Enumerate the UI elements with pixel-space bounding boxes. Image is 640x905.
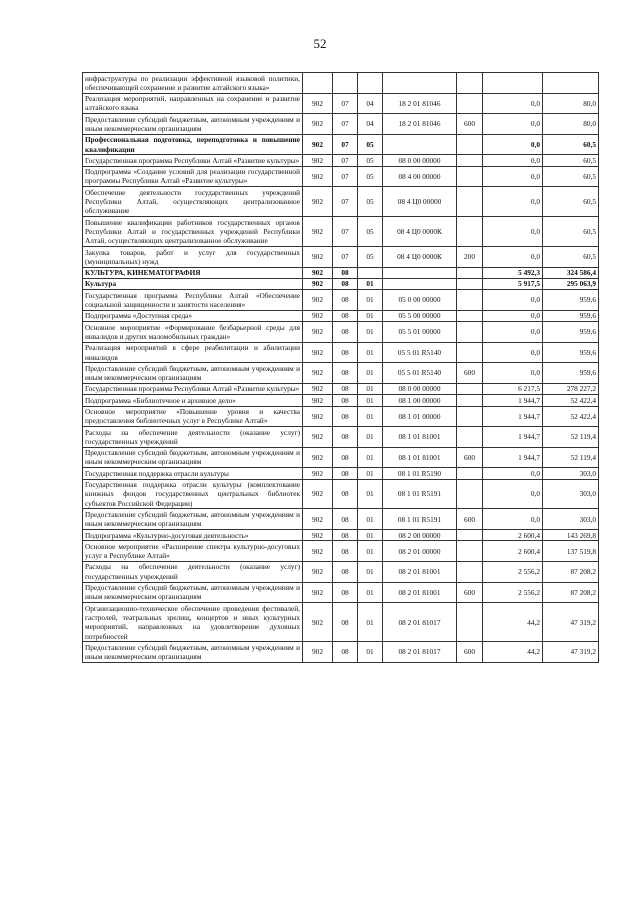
subsection-code-cell: 05	[358, 217, 383, 247]
subsection-code-cell: 01	[358, 541, 383, 562]
section-code-cell: 08	[333, 267, 358, 278]
amount-total-cell: 278 227,2	[543, 383, 599, 394]
subsection-code-cell: 01	[358, 447, 383, 468]
target-article-code-cell	[383, 73, 457, 94]
section-code-cell: 08	[333, 541, 358, 562]
amount-total-cell: 60,5	[543, 155, 599, 166]
amount-change-cell: 2 556,2	[483, 582, 543, 603]
item-name-cell: Основное мероприятие «Расширение спектра культурно-досуговых услуг в Республике Алтай»	[83, 541, 303, 562]
subsection-code-cell: 01	[358, 468, 383, 479]
amount-change-cell: 0,0	[483, 155, 543, 166]
section-code-cell: 08	[333, 447, 358, 468]
amount-change-cell: 6 217,5	[483, 383, 543, 394]
item-name-cell: Организационно-техническое обеспечение проведения фестивалей, гастролей, театральных зрелищ, концертов и иных культурных мероприятий, направленных на удовлетворение духовных потребностей	[83, 603, 303, 642]
section-code-cell: 08	[333, 363, 358, 384]
expense-type-code-cell	[457, 561, 483, 582]
subsection-code-cell: 01	[358, 310, 383, 321]
table-row	[83, 73, 599, 94]
amount-change-cell: 5 492,3	[483, 267, 543, 278]
section-code-cell: 07	[333, 247, 358, 268]
expense-type-code-cell	[457, 290, 483, 311]
item-name-cell: Подпрограмма «Библиотечное и архивное дело»	[83, 395, 303, 406]
section-code-cell: 07	[333, 134, 358, 155]
table-row	[83, 530, 599, 541]
amount-total-cell	[543, 73, 599, 94]
item-name-cell: Предоставление субсидий бюджетным, автономным учреждениям и иным некоммерческим организациям	[83, 447, 303, 468]
amount-total-cell: 60,5	[543, 247, 599, 268]
amount-total-cell: 303,0	[543, 509, 599, 530]
table-row	[83, 322, 599, 343]
table-row	[83, 155, 599, 166]
subsection-code-cell: 01	[358, 603, 383, 642]
budget-table	[82, 72, 599, 663]
subsection-code-cell: 01	[358, 322, 383, 343]
ministry-code-cell: 902	[303, 642, 333, 663]
item-name-cell: Предоставление субсидий бюджетным, автономным учреждениям и иным некоммерческим организациям	[83, 363, 303, 384]
page-number: 52	[313, 36, 327, 51]
expense-type-code-cell	[457, 322, 483, 343]
target-article-code-cell: 08 4 00 00000	[383, 166, 457, 187]
expense-type-code-cell	[457, 267, 483, 278]
subsection-code-cell: 01	[358, 427, 383, 448]
table-row	[83, 582, 599, 603]
item-name-cell: Предоставление субсидий бюджетным, автономным учреждениям и иным некоммерческим организациям	[83, 582, 303, 603]
section-code-cell: 07	[333, 217, 358, 247]
section-code-cell: 08	[333, 383, 358, 394]
target-article-code-cell: 18 2 01 81046	[383, 114, 457, 135]
table-row	[83, 383, 599, 394]
ministry-code-cell: 902	[303, 530, 333, 541]
amount-change-cell: 0,0	[483, 290, 543, 311]
amount-total-cell: 143 269,8	[543, 530, 599, 541]
ministry-code-cell: 902	[303, 247, 333, 268]
amount-change-cell: 1 944,7	[483, 406, 543, 427]
target-article-code-cell: 08 2 01 81001	[383, 561, 457, 582]
amount-change-cell: 1 944,7	[483, 427, 543, 448]
section-code-cell: 08	[333, 322, 358, 343]
target-article-code-cell: 08 1 01 R5191	[383, 509, 457, 530]
item-name-cell: Предоставление субсидий бюджетным, автономным учреждениям и иным некоммерческим организациям	[83, 642, 303, 663]
target-article-code-cell: 08 2 00 00000	[383, 530, 457, 541]
amount-total-cell: 60,5	[543, 134, 599, 155]
ministry-code-cell: 902	[303, 383, 333, 394]
amount-total-cell: 60,5	[543, 187, 599, 217]
table-row	[83, 468, 599, 479]
item-name-cell: Закупка товаров, работ и услуг для государственных (муниципальных) нужд	[83, 247, 303, 268]
amount-change-cell: 2 600,4	[483, 541, 543, 562]
subsection-code-cell: 01	[358, 530, 383, 541]
subsection-code-cell: 04	[358, 114, 383, 135]
amount-total-cell: 47 319,2	[543, 603, 599, 642]
table-row	[83, 342, 599, 363]
table-row	[83, 447, 599, 468]
expense-type-code-cell	[457, 187, 483, 217]
subsection-code-cell: 01	[358, 582, 383, 603]
item-name-cell: Предоставление субсидий бюджетным, автономным учреждениям и иным некоммерческим организациям	[83, 114, 303, 135]
expense-type-code-cell: 600	[457, 582, 483, 603]
item-name-cell: Государственная программа Республики Алтай «Развитие культуры»	[83, 383, 303, 394]
expense-type-code-cell	[457, 278, 483, 289]
subsection-code-cell: 01	[358, 278, 383, 289]
expense-type-code-cell	[457, 155, 483, 166]
expense-type-code-cell	[457, 530, 483, 541]
item-name-cell: Реализация мероприятий, направленных на сохранение и развитие алтайского языка	[83, 93, 303, 114]
amount-total-cell: 52 119,4	[543, 427, 599, 448]
amount-change-cell: 0,0	[483, 217, 543, 247]
amount-total-cell: 52 422,4	[543, 406, 599, 427]
table-row	[83, 93, 599, 114]
ministry-code-cell: 902	[303, 187, 333, 217]
amount-change-cell: 0,0	[483, 310, 543, 321]
section-code-cell: 08	[333, 509, 358, 530]
expense-type-code-cell	[457, 93, 483, 114]
item-name-cell: Расходы на обеспечение деятельности (оказание услуг) государственных учреждений	[83, 561, 303, 582]
ministry-code-cell: 902	[303, 114, 333, 135]
table-row	[83, 603, 599, 642]
subsection-code-cell: 01	[358, 406, 383, 427]
table-row	[83, 310, 599, 321]
expense-type-code-cell	[457, 166, 483, 187]
ministry-code-cell: 902	[303, 166, 333, 187]
amount-change-cell: 0,0	[483, 187, 543, 217]
section-code-cell: 08	[333, 427, 358, 448]
section-code-cell: 08	[333, 406, 358, 427]
amount-change-cell: 5 917,5	[483, 278, 543, 289]
table-body	[83, 73, 599, 663]
ministry-code-cell: 902	[303, 134, 333, 155]
amount-total-cell: 959,6	[543, 310, 599, 321]
table-row	[83, 541, 599, 562]
expense-type-code-cell: 600	[457, 447, 483, 468]
target-article-code-cell: 18 2 01 81046	[383, 93, 457, 114]
section-code-cell: 08	[333, 479, 358, 509]
section-code-cell: 08	[333, 561, 358, 582]
section-code-cell: 08	[333, 468, 358, 479]
target-article-code-cell	[383, 134, 457, 155]
ministry-code-cell: 902	[303, 310, 333, 321]
ministry-code-cell: 902	[303, 603, 333, 642]
target-article-code-cell: 08 2 01 81017	[383, 603, 457, 642]
amount-total-cell: 47 319,2	[543, 642, 599, 663]
target-article-code-cell	[383, 267, 457, 278]
ministry-code-cell: 902	[303, 93, 333, 114]
amount-total-cell: 52 422,4	[543, 395, 599, 406]
item-name-cell: Государственная программа Республики Алтай «Обеспечение социальной защищенности и занятости населения»	[83, 290, 303, 311]
ministry-code-cell: 902	[303, 342, 333, 363]
target-article-code-cell: 08 2 01 00000	[383, 541, 457, 562]
expense-type-code-cell	[457, 427, 483, 448]
expense-type-code-cell: 600	[457, 642, 483, 663]
target-article-code-cell: 08 2 01 81001	[383, 582, 457, 603]
target-article-code-cell: 08 2 01 81017	[383, 642, 457, 663]
item-name-cell: Государственная поддержка отрасли культуры (комплектование книжных фондов государственных центральных библиотек субъектов Российской Федерации)	[83, 479, 303, 509]
amount-total-cell: 137 519,8	[543, 541, 599, 562]
target-article-code-cell: 08 4 Ц0 00000	[383, 187, 457, 217]
table-row	[83, 406, 599, 427]
table-row	[83, 278, 599, 289]
section-code-cell: 07	[333, 155, 358, 166]
amount-total-cell: 303,0	[543, 479, 599, 509]
amount-total-cell: 60,5	[543, 217, 599, 247]
expense-type-code-cell	[457, 217, 483, 247]
amount-total-cell: 80,0	[543, 93, 599, 114]
amount-change-cell: 0,0	[483, 134, 543, 155]
amount-total-cell: 87 208,2	[543, 582, 599, 603]
table-row	[83, 187, 599, 217]
ministry-code-cell: 902	[303, 406, 333, 427]
item-name-cell: Подпрограмма «Культурно-досуговая деятельность»	[83, 530, 303, 541]
amount-change-cell: 0,0	[483, 468, 543, 479]
ministry-code-cell: 902	[303, 447, 333, 468]
section-code-cell: 08	[333, 310, 358, 321]
target-article-code-cell: 05 5 00 00000	[383, 310, 457, 321]
amount-change-cell: 0,0	[483, 322, 543, 343]
item-name-cell: Государственная программа Республики Алтай «Развитие культуры»	[83, 155, 303, 166]
subsection-code-cell: 05	[358, 247, 383, 268]
expense-type-code-cell: 200	[457, 247, 483, 268]
table-row	[83, 479, 599, 509]
expense-type-code-cell: 600	[457, 363, 483, 384]
expense-type-code-cell: 600	[457, 114, 483, 135]
ministry-code-cell: 902	[303, 267, 333, 278]
target-article-code-cell: 08 1 00 00000	[383, 395, 457, 406]
ministry-code-cell: 902	[303, 290, 333, 311]
subsection-code-cell: 05	[358, 134, 383, 155]
ministry-code-cell: 902	[303, 479, 333, 509]
amount-change-cell: 2 556,2	[483, 561, 543, 582]
amount-total-cell: 80,0	[543, 114, 599, 135]
ministry-code-cell: 902	[303, 468, 333, 479]
section-code-cell: 07	[333, 187, 358, 217]
ministry-code-cell: 902	[303, 155, 333, 166]
amount-total-cell: 959,6	[543, 342, 599, 363]
section-code-cell: 08	[333, 582, 358, 603]
expense-type-code-cell: 600	[457, 509, 483, 530]
target-article-code-cell: 08 1 01 R5191	[383, 479, 457, 509]
item-name-cell: Культура	[83, 278, 303, 289]
table-row	[83, 427, 599, 448]
target-article-code-cell: 08 1 01 00000	[383, 406, 457, 427]
ministry-code-cell: 902	[303, 217, 333, 247]
table-row	[83, 166, 599, 187]
subsection-code-cell: 01	[358, 383, 383, 394]
item-name-cell: КУЛЬТУРА, КИНЕМАТОГРАФИЯ	[83, 267, 303, 278]
target-article-code-cell	[383, 278, 457, 289]
ministry-code-cell	[303, 73, 333, 94]
section-code-cell: 08	[333, 530, 358, 541]
amount-total-cell: 959,6	[543, 322, 599, 343]
item-name-cell: инфраструктуры по реализации эффективной языковой политики, обеспечивающей сохранение и развитие алтайского языка»	[83, 73, 303, 94]
ministry-code-cell: 902	[303, 363, 333, 384]
item-name-cell: Государственная поддержка отрасли культуры	[83, 468, 303, 479]
ministry-code-cell: 902	[303, 395, 333, 406]
ministry-code-cell: 902	[303, 278, 333, 289]
expense-type-code-cell	[457, 603, 483, 642]
table-row	[83, 561, 599, 582]
expense-type-code-cell	[457, 395, 483, 406]
target-article-code-cell: 08 1 01 81001	[383, 427, 457, 448]
amount-change-cell: 1 944,7	[483, 395, 543, 406]
ministry-code-cell: 902	[303, 582, 333, 603]
amount-change-cell: 2 600,4	[483, 530, 543, 541]
subsection-code-cell: 05	[358, 166, 383, 187]
amount-change-cell: 0,0	[483, 247, 543, 268]
table-row	[83, 267, 599, 278]
subsection-code-cell	[358, 267, 383, 278]
target-article-code-cell: 05 5 01 R5140	[383, 342, 457, 363]
subsection-code-cell: 01	[358, 509, 383, 530]
section-code-cell: 08	[333, 603, 358, 642]
expense-type-code-cell	[457, 310, 483, 321]
ministry-code-cell: 902	[303, 509, 333, 530]
subsection-code-cell: 01	[358, 479, 383, 509]
target-article-code-cell: 08 4 Ц0 0000К	[383, 217, 457, 247]
target-article-code-cell: 08 1 01 81001	[383, 447, 457, 468]
amount-change-cell: 44,2	[483, 603, 543, 642]
expense-type-code-cell	[457, 541, 483, 562]
amount-total-cell: 87 208,2	[543, 561, 599, 582]
item-name-cell: Расходы на обеспечение деятельности (оказание услуг) государственных учреждений	[83, 427, 303, 448]
item-name-cell: Профессиональная подготовка, переподготовка и повышение квалификации	[83, 134, 303, 155]
item-name-cell: Повышение квалификации работников государственных органов Республики Алтай и государственных учреждений Республики Алтай, осуществляющих централизованное обслуживание	[83, 217, 303, 247]
ministry-code-cell: 902	[303, 561, 333, 582]
table-row	[83, 217, 599, 247]
subsection-code-cell: 01	[358, 363, 383, 384]
expense-type-code-cell	[457, 479, 483, 509]
amount-change-cell: 0,0	[483, 166, 543, 187]
table-row	[83, 247, 599, 268]
subsection-code-cell: 01	[358, 342, 383, 363]
expense-type-code-cell	[457, 73, 483, 94]
ministry-code-cell: 902	[303, 541, 333, 562]
table-row	[83, 395, 599, 406]
section-code-cell: 08	[333, 290, 358, 311]
item-name-cell: Реализация мероприятий в сфере реабилитации и абилитации инвалидов	[83, 342, 303, 363]
table-row	[83, 290, 599, 311]
table-row	[83, 642, 599, 663]
section-code-cell: 07	[333, 93, 358, 114]
amount-total-cell: 959,6	[543, 363, 599, 384]
ministry-code-cell: 902	[303, 427, 333, 448]
item-name-cell: Обеспечение деятельности государственных учреждений Республики Алтай, осуществляющих централизованное обслуживание	[83, 187, 303, 217]
section-code-cell: 08	[333, 278, 358, 289]
section-code-cell: 08	[333, 642, 358, 663]
table-row	[83, 134, 599, 155]
amount-total-cell: 60,5	[543, 166, 599, 187]
section-code-cell: 07	[333, 114, 358, 135]
subsection-code-cell: 01	[358, 395, 383, 406]
amount-change-cell: 44,2	[483, 642, 543, 663]
subsection-code-cell: 05	[358, 187, 383, 217]
amount-change-cell: 0,0	[483, 363, 543, 384]
amount-total-cell: 295 063,9	[543, 278, 599, 289]
target-article-code-cell: 05 5 01 R5140	[383, 363, 457, 384]
amount-change-cell	[483, 73, 543, 94]
item-name-cell: Предоставление субсидий бюджетным, автономным учреждениям и иным некоммерческим организациям	[83, 509, 303, 530]
target-article-code-cell: 08 0 00 00000	[383, 383, 457, 394]
amount-total-cell: 303,0	[543, 468, 599, 479]
expense-type-code-cell	[457, 383, 483, 394]
subsection-code-cell: 01	[358, 642, 383, 663]
expense-type-code-cell	[457, 342, 483, 363]
section-code-cell	[333, 73, 358, 94]
subsection-code-cell: 01	[358, 290, 383, 311]
amount-change-cell: 0,0	[483, 114, 543, 135]
expense-type-code-cell	[457, 468, 483, 479]
item-name-cell: Подпрограмма «Доступная среда»	[83, 310, 303, 321]
amount-total-cell: 52 119,4	[543, 447, 599, 468]
subsection-code-cell: 04	[358, 93, 383, 114]
amount-total-cell: 324 586,4	[543, 267, 599, 278]
amount-total-cell: 959,6	[543, 290, 599, 311]
target-article-code-cell: 08 0 00 00000	[383, 155, 457, 166]
target-article-code-cell: 08 4 Ц0 0000К	[383, 247, 457, 268]
table-row	[83, 363, 599, 384]
subsection-code-cell: 01	[358, 561, 383, 582]
section-code-cell: 08	[333, 395, 358, 406]
table-row	[83, 114, 599, 135]
ministry-code-cell: 902	[303, 322, 333, 343]
section-code-cell: 07	[333, 166, 358, 187]
target-article-code-cell: 05 0 00 00000	[383, 290, 457, 311]
table-row	[83, 509, 599, 530]
target-article-code-cell: 05 5 01 00000	[383, 322, 457, 343]
item-name-cell: Основное мероприятие «Повышение уровня и качества предоставления библиотечных услуг в Республике Алтай»	[83, 406, 303, 427]
subsection-code-cell	[358, 73, 383, 94]
expense-type-code-cell	[457, 134, 483, 155]
subsection-code-cell: 05	[358, 155, 383, 166]
item-name-cell: Основное мероприятие «Формирование безбарьерной среды для инвалидов и других маломобильных граждан»	[83, 322, 303, 343]
amount-change-cell: 0,0	[483, 93, 543, 114]
section-code-cell: 08	[333, 342, 358, 363]
target-article-code-cell: 08 1 01 R5190	[383, 468, 457, 479]
amount-change-cell: 0,0	[483, 509, 543, 530]
expense-type-code-cell	[457, 406, 483, 427]
amount-change-cell: 0,0	[483, 479, 543, 509]
amount-change-cell: 1 944,7	[483, 447, 543, 468]
amount-change-cell: 0,0	[483, 342, 543, 363]
item-name-cell: Подпрограмма «Создание условий для реализации государственной программы Республики Алтай «Развитие культуры»	[83, 166, 303, 187]
